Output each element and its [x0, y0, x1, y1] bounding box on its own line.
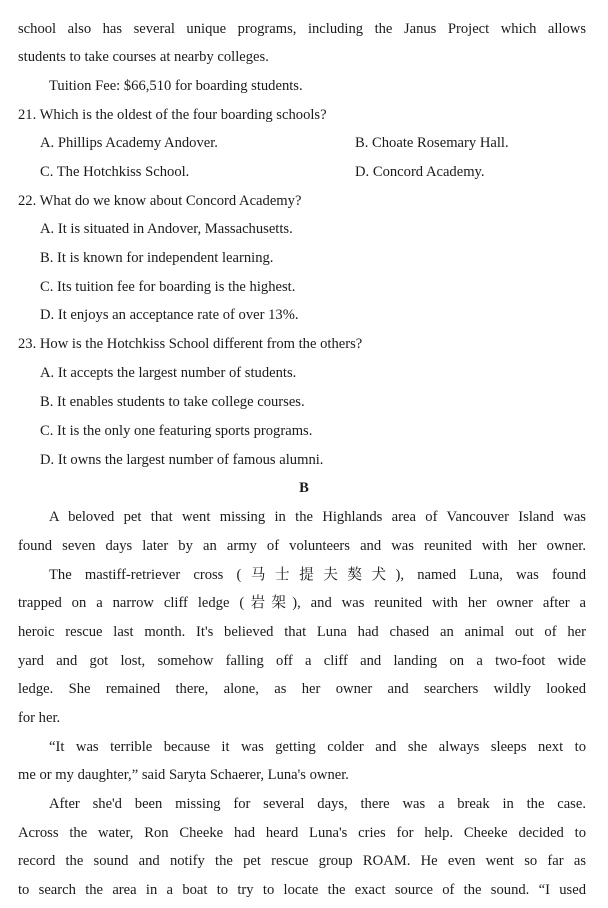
question-23-option-c: C. It is the only one featuring sports programs. [40, 423, 313, 439]
question-21-option-b: B. Choate Rosemary Hall. [355, 135, 509, 151]
tuition-fee-line: Tuition Fee: $66,510 for boarding students. [49, 78, 303, 94]
question-21-stem: 21. Which is the oldest of the four boarding schools? [18, 107, 327, 123]
question-22-option-a: A. It is situated in Andover, Massachusetts. [40, 221, 293, 237]
question-22-option-d: D. It enjoys an acceptance rate of over 13%. [40, 307, 299, 323]
passage-b-line: “It was terrible because it was getting colder and she always sleeps next to [49, 739, 586, 755]
passage-b-line: for her. [18, 710, 61, 726]
passage-a-line: school also has several unique programs, including the Janus Project which allows [18, 21, 586, 37]
section-b-heading: B [299, 480, 309, 496]
question-21-option-d: D. Concord Academy. [355, 164, 485, 180]
question-23-option-a: A. It accepts the largest number of students. [40, 365, 297, 381]
question-23-stem: 23. How is the Hotchkiss School different from the others? [18, 336, 363, 352]
passage-b-line: ledge. She remained there, alone, as her owner and searchers wildly looked [18, 681, 586, 697]
question-22-option-b: B. It is known for independent learning. [40, 250, 274, 266]
question-23-option-d: D. It owns the largest number of famous alumni. [40, 452, 324, 468]
passage-b-line: A beloved pet that went missing in the Highlands area of Vancouver Island was [49, 509, 586, 525]
passage-b-line: record the sound and notify the pet rescue group ROAM. He even went so far as [18, 853, 586, 869]
passage-b-line: After she'd been missing for several days, there was a break in the case. [49, 796, 586, 812]
passage-b-line: The mastiff-retriever cross (马士提夫獒犬), named Luna, was found [49, 567, 586, 583]
question-21-option-c: C. The Hotchkiss School. [40, 164, 190, 180]
passage-b-line: to search the area in a boat to try to locate the exact source of the sound. “I used [18, 882, 586, 898]
passage-b-line: me or my daughter,” said Saryta Schaerer, Luna's owner. [18, 767, 349, 783]
passage-b-line: trapped on a narrow cliff ledge (岩架), and was reunited with her owner after a [18, 595, 586, 611]
question-22-option-c: C. Its tuition fee for boarding is the highest. [40, 279, 296, 295]
passage-b-line: yard and got lost, somehow falling off a cliff and landing on a two-foot wide [18, 653, 586, 669]
question-23-option-b: B. It enables students to take college courses. [40, 394, 305, 410]
passage-b-line: Across the water, Ron Cheeke had heard Luna's cries for help. Cheeke decided to [18, 825, 586, 841]
passage-b-line: found seven days later by an army of volunteers and was reunited with her owner. [18, 538, 586, 554]
passage-b-line: heroic rescue last month. It's believed that Luna had chased an animal out of her [18, 624, 586, 640]
question-22-stem: 22. What do we know about Concord Academy? [18, 193, 302, 209]
passage-a-line: students to take courses at nearby colleges. [18, 49, 269, 65]
question-21-option-a: A. Phillips Academy Andover. [40, 135, 218, 151]
